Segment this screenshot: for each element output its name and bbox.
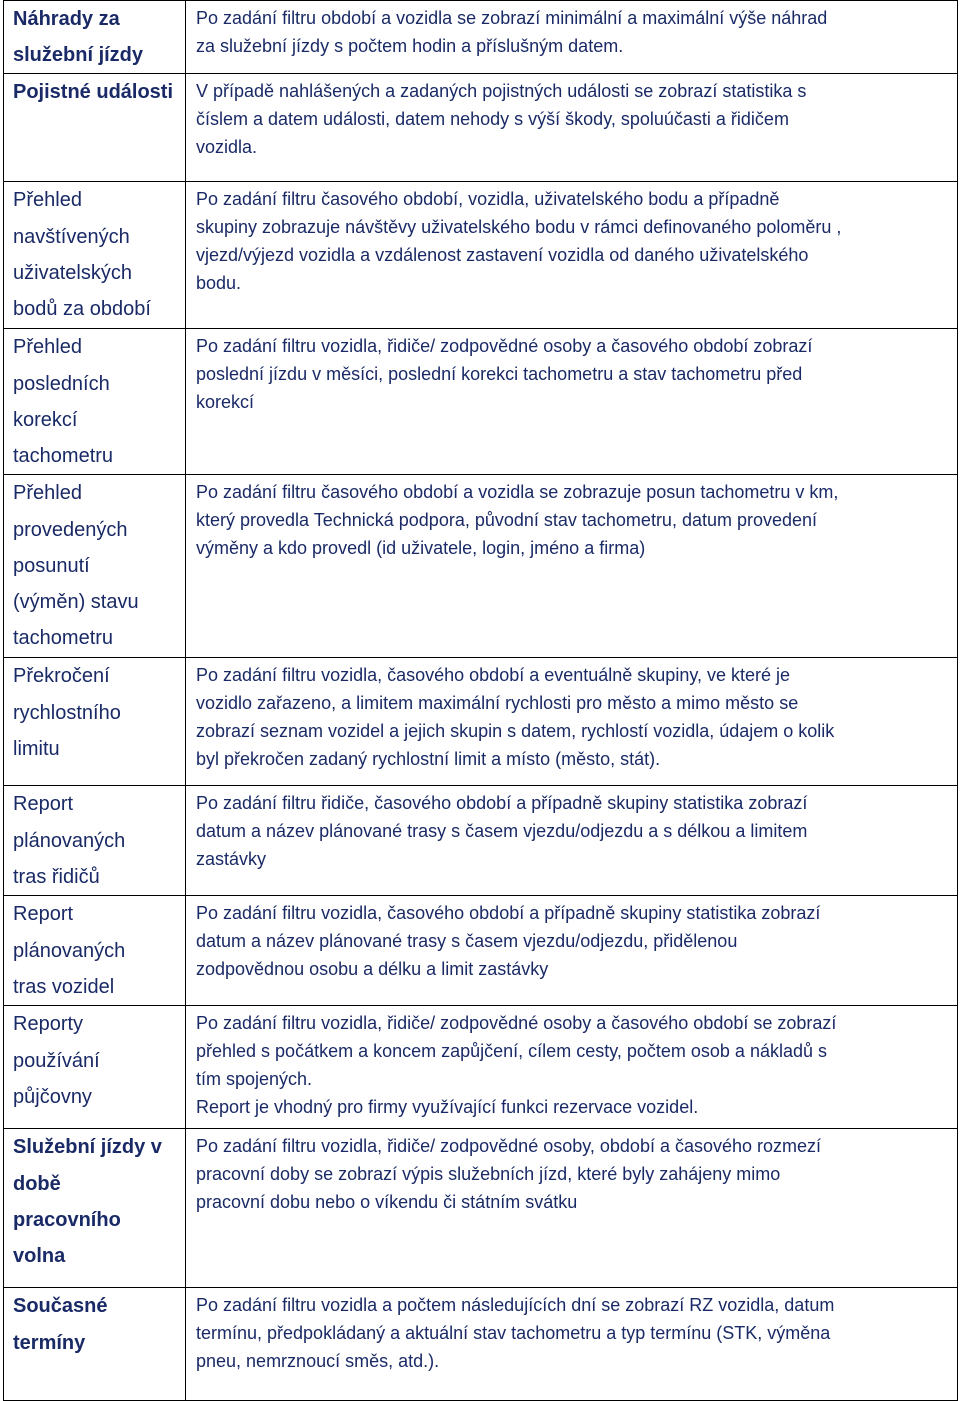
report-name-cell	[4, 182, 186, 329]
report-name-line: používání	[13, 1049, 100, 1072]
report-name-line: tras vozidel	[13, 975, 115, 998]
report-description-cell	[186, 182, 958, 329]
report-description-line: Po zadání filtru vozidla a počtem následujících dní se zobrazí RZ vozidla, datum	[196, 1295, 835, 1316]
report-description-line: Po zadání filtru řidiče, časového období a případně skupiny statistika zobrazí	[196, 793, 808, 814]
report-description-line: poslední jízdu v měsíci, poslední korekci tachometru a stav tachometru před	[196, 364, 803, 385]
report-description-line: skupiny zobrazuje návštěvy uživatelského bodu v rámci definovaného poloměru ,	[196, 217, 842, 238]
report-name-line: tras řidičů	[13, 865, 100, 888]
report-description-line: Po zadání filtru období a vozidla se zobrazí minimální a maximální výše náhrad	[196, 8, 828, 28]
report-row	[4, 475, 958, 658]
report-description-line: termínu, předpokládaný a aktuální stav tachometru a typ termínu (STK, výměna	[196, 1323, 831, 1344]
report-name-cell	[4, 658, 186, 786]
report-description-line: Po zadání filtru vozidla, řidiče/ zodpovědné osoby a časového období se zobrazí	[196, 1013, 837, 1034]
report-row	[4, 658, 958, 786]
report-row	[4, 1288, 958, 1401]
report-description-line: zobrazí seznam vozidel a jejich skupin s datem, rychlostí vozidla, údajem o kolik	[196, 721, 835, 741]
report-name-cell	[4, 896, 186, 1006]
report-name-line: Současné	[13, 1295, 108, 1318]
report-name-line: korekcí	[13, 408, 78, 431]
report-description-line: korekcí	[196, 392, 255, 412]
report-name-line: termíny	[13, 1331, 86, 1354]
report-name-line: plánovaných	[13, 829, 126, 852]
report-name-line: Náhrady za	[13, 8, 120, 30]
report-description-line: výměny a kdo provedl (id uživatele, login, jméno a firma)	[196, 538, 646, 558]
report-description-line: vjezd/výjezd vozidla a vzdálenost zastavení vozidla od daného uživatelského	[196, 245, 809, 265]
report-name-line: Reporty	[13, 1013, 84, 1036]
report-description-line: za služební jízdy s počtem hodin a příslušným datem.	[196, 35, 624, 56]
report-name-cell	[4, 786, 186, 896]
report-row	[4, 896, 958, 1006]
report-name-line: služební jízdy	[13, 44, 144, 67]
report-description-cell	[186, 896, 958, 1006]
report-row	[4, 182, 958, 329]
report-name-line: tachometru	[13, 627, 114, 650]
report-description-line: Po zadání filtru vozidla, časového období a případně skupiny statistika zobrazí	[196, 903, 821, 924]
report-description-cell	[186, 786, 958, 896]
report-name-line: plánovaných	[13, 939, 126, 962]
report-name-line: pracovního	[13, 1208, 121, 1231]
report-description-line: tím spojených.	[196, 1069, 313, 1089]
report-row	[4, 786, 958, 896]
report-description-line: zodpovědnou osobu a délku a limit zastávky	[196, 959, 549, 979]
report-name-line: Přehled	[13, 482, 82, 505]
report-name-cell	[4, 1006, 186, 1129]
report-row	[4, 1129, 958, 1288]
report-row	[4, 1006, 958, 1129]
report-name-line: volna	[13, 1245, 66, 1268]
report-row	[4, 329, 958, 475]
report-description-line: číslem a datem události, datem nehody s výší škody, spoluúčasti a řidičem	[196, 109, 789, 130]
report-row	[4, 1, 958, 74]
report-name-cell	[4, 74, 186, 182]
report-name-cell	[4, 329, 186, 475]
report-name-cell	[4, 1129, 186, 1288]
report-row	[4, 74, 958, 182]
report-description-cell	[186, 1288, 958, 1401]
report-description-line: přehled s počátkem a koncem zapůjčení, cílem cesty, počtem osob a nákladů s	[196, 1041, 827, 1062]
report-name-line: uživatelských	[13, 261, 132, 284]
report-description-line: vozidlo zařazeno, a limitem maximální rychlosti pro město a mimo město se	[196, 693, 799, 714]
report-description-line: pneu, nemrznoucí směs, atd.).	[196, 1351, 440, 1371]
report-description-line: Po zadání filtru vozidla, časového období a eventuálně skupiny, ve které je	[196, 665, 791, 686]
report-description-cell	[186, 74, 958, 182]
report-description-line: V případě nahlášených a zadaných pojistných události se zobrazí statistika s	[196, 81, 807, 102]
report-name-line: bodů za období	[13, 298, 151, 321]
report-name-line: limitu	[13, 737, 60, 760]
report-description-line: zastávky	[196, 849, 267, 869]
report-description-line: Po zadání filtru vozidla, řidiče/ zodpovědné osoby, období a časového rozmezí	[196, 1136, 822, 1157]
report-description-line: Report je vhodný pro firmy využívající funkci rezervace vozidel.	[196, 1096, 699, 1117]
report-name-line: provedených	[13, 518, 128, 541]
report-description-line: Po zadání filtru vozidla, řidiče/ zodpovědné osoby a časového období zobrazí	[196, 336, 813, 357]
report-name-line: době	[13, 1172, 61, 1195]
report-description-cell	[186, 475, 958, 658]
report-name-cell	[4, 1, 186, 74]
report-name-line: Pojistné události	[13, 81, 174, 104]
report-name-line: (výměn) stavu	[13, 591, 139, 614]
report-name-line: navštívených	[13, 225, 130, 248]
report-description-line: Po zadání filtru časového období a vozidla se zobrazuje posun tachometru v km,	[196, 482, 839, 503]
report-description-line: pracovní doby se zobrazí výpis služebních jízd, které byly zahájeny mimo	[196, 1164, 781, 1185]
report-table-body	[4, 1, 958, 1401]
report-description-line: Po zadání filtru časového období, vozidla, uživatelského bodu a případně	[196, 189, 780, 210]
report-name-line: posledních	[13, 372, 110, 395]
report-name-line: Služební jízdy v	[13, 1136, 162, 1159]
report-description-cell	[186, 1006, 958, 1129]
report-description-line: pracovní dobu nebo o víkendu či státním svátku	[196, 1192, 578, 1212]
report-name-line: Přehled	[13, 189, 82, 212]
report-description-cell	[186, 658, 958, 786]
report-name-cell	[4, 1288, 186, 1401]
report-name-line: Report	[13, 903, 74, 926]
report-name-line: Přehled	[13, 336, 82, 359]
report-description-cell	[186, 329, 958, 475]
report-description-line: bodu.	[196, 272, 242, 293]
report-description-line: byl překročen zadaný rychlostní limit a místo (město, stát).	[196, 748, 661, 769]
report-name-cell	[4, 475, 186, 658]
report-name-line: tachometru	[13, 445, 114, 468]
report-name-line: Report	[13, 793, 74, 816]
report-description-cell	[186, 1129, 958, 1288]
report-table	[3, 0, 958, 1401]
report-name-line: posunutí	[13, 554, 90, 577]
report-name-line: rychlostního	[13, 701, 121, 724]
report-description-line: vozidla.	[196, 137, 258, 157]
report-name-line: Překročení	[13, 665, 110, 688]
report-description-line: který provedla Technická podpora, původní stav tachometru, datum provedení	[196, 510, 818, 531]
report-description-line: datum a název plánované trasy s časem vjezdu/odjezdu a s délkou a limitem	[196, 821, 808, 842]
report-description-line: datum a název plánované trasy s časem vjezdu/odjezdu, přidělenou	[196, 931, 738, 952]
report-description-cell	[186, 1, 958, 74]
report-name-line: půjčovny	[13, 1085, 92, 1108]
